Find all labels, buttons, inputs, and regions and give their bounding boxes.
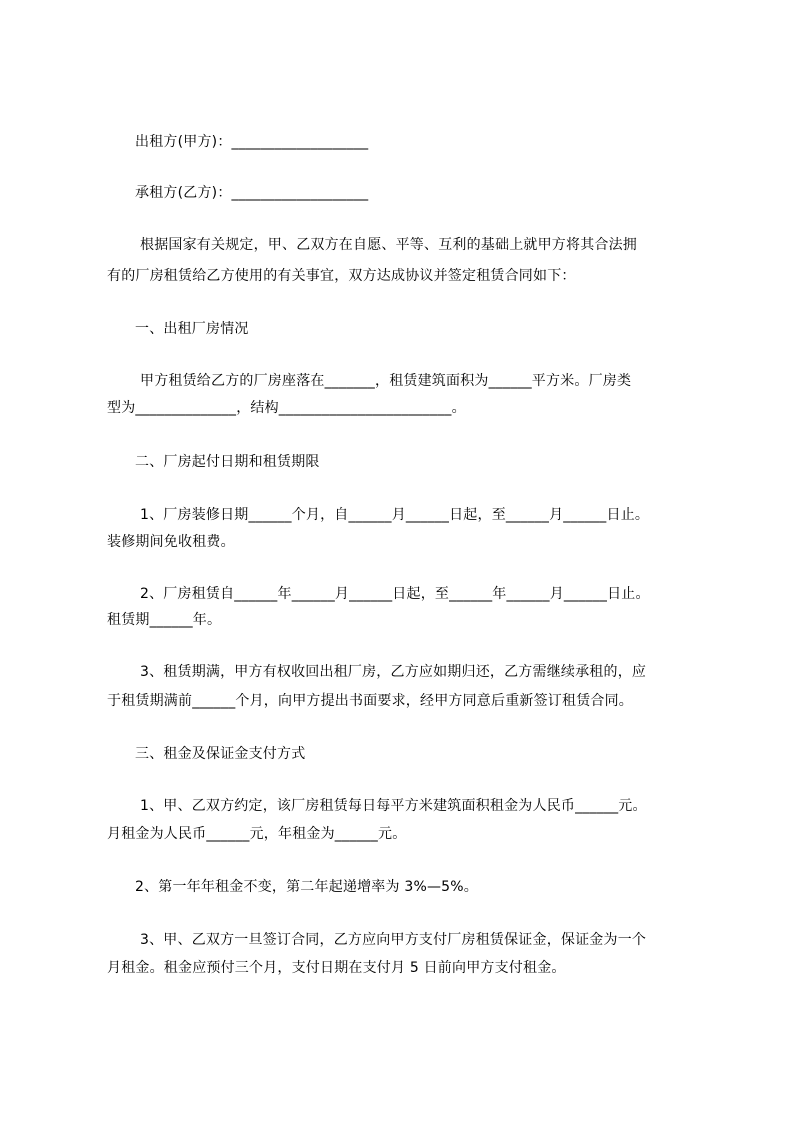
- lessor-line: 出租方(甲方)：___________________: [135, 134, 369, 150]
- section3-item2-line-1: 2、第一年年租金不变，第二年起递增率为 3%—5%。: [135, 879, 478, 895]
- section2-item3-line-2: 于租赁期满前______个月，向甲方提出书面要求，经甲方同意后重新签订租赁合同。: [107, 693, 633, 709]
- section2-heading: 二、厂房起付日期和租赁期限: [135, 454, 320, 470]
- lessee-line: 承租方(乙方)：___________________: [135, 185, 369, 201]
- section2-item2-line-1: 2、厂房租赁自______年______月______日起，至______年______月______日止。: [140, 586, 650, 602]
- section1-para-line-2: 型为______________，结构________________________。: [107, 400, 466, 416]
- section3-item3-line-2: 月租金。租金应预付三个月，支付日期在支付月 5 日前向甲方支付租金。: [107, 960, 566, 976]
- section3-item3-line-1: 3、甲、乙双方一旦签订合同，乙方应向甲方支付厂房租赁保证金，保证金为一个: [140, 932, 647, 948]
- intro-line-2: 有的厂房租赁给乙方使用的有关事宜，双方达成协议并签定租赁合同如下：: [107, 268, 576, 284]
- section3-item1-line-1: 1、甲、乙双方约定，该厂房租赁每日每平方米建筑面积租金为人民币______元。: [140, 798, 647, 814]
- section2-item1-line-1: 1、厂房装修日期______个月，自______月______日起，至______月______日止。: [140, 507, 650, 523]
- section2-item2-line-2: 租赁期______年。: [107, 612, 222, 628]
- section3-item1-line-2: 月租金为人民币______元，年租金为______元。: [107, 826, 407, 842]
- section1-para-line-1: 甲方租赁给乙方的厂房座落在_______，租赁建筑面积为______平方米。厂房类: [140, 373, 632, 389]
- section3-heading: 三、租金及保证金支付方式: [135, 746, 306, 762]
- section2-item3-line-1: 3、租赁期满，甲方有权收回出租厂房，乙方应如期归还，乙方需继续承租的，应: [140, 664, 647, 680]
- section1-heading: 一、出租厂房情况: [135, 321, 249, 337]
- intro-line-1: 根据国家有关规定，甲、乙双方在自愿、平等、互利的基础上就甲方将其合法拥: [140, 237, 637, 253]
- section2-item1-line-2: 装修期间免收租费。: [107, 534, 235, 550]
